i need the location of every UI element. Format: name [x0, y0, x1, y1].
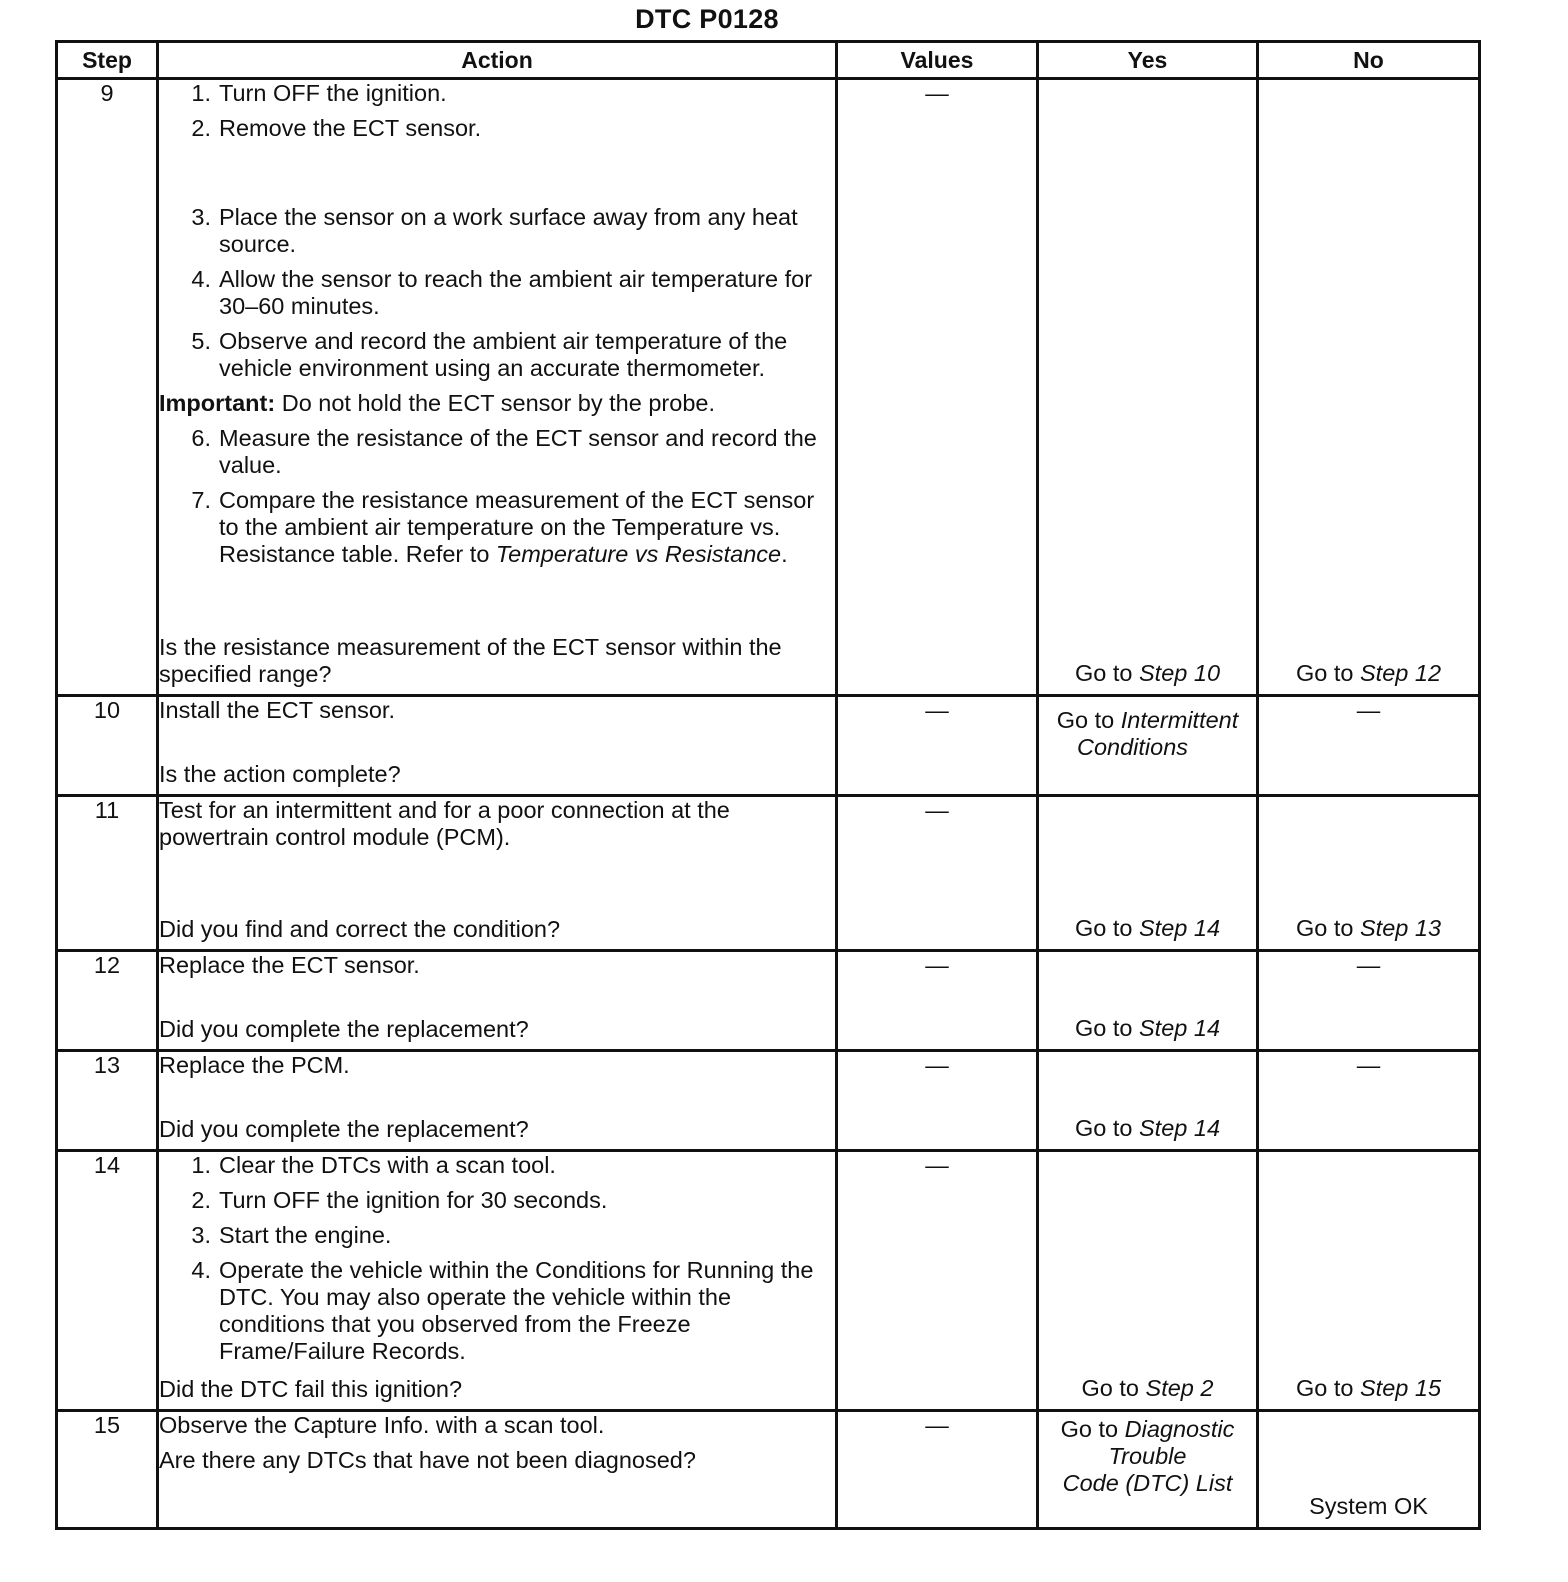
no-link[interactable]: Step 13	[1360, 915, 1442, 941]
action-cell	[158, 696, 837, 796]
no-cell	[1258, 1411, 1480, 1529]
action-cell	[158, 951, 837, 1051]
action-list	[159, 1152, 835, 1373]
reference-link[interactable]: Temperature vs Resistance	[495, 541, 782, 567]
question-text: Is the resistance measurement of the ECT sensor within the specified range?	[159, 634, 782, 687]
list-item: 6. Measure the resistance of the ECT sensor and record the value.	[191, 425, 817, 478]
action-text: Replace the ECT sensor.	[159, 952, 420, 978]
step-number: 14	[57, 1151, 158, 1411]
important-text: Do not hold the ECT sensor by the probe.	[275, 390, 715, 416]
list-item: 1. Turn OFF the ignition.	[191, 80, 447, 106]
dtc-table	[55, 40, 1481, 1530]
yes-link[interactable]: Step 14	[1139, 1115, 1221, 1141]
question-text: Are there any DTCs that have not been diagnosed?	[159, 1447, 696, 1473]
action-cell	[158, 1051, 837, 1151]
page-title: DTC P0128	[635, 4, 779, 34]
list-item: 1. Clear the DTCs with a scan tool.	[191, 1152, 556, 1178]
table-row-step-10	[57, 696, 1480, 796]
table-row-step-14	[57, 1151, 1480, 1411]
yes-link[interactable]: Step 2	[1145, 1375, 1214, 1401]
no-result: System OK	[1309, 1493, 1428, 1519]
values-cell: —	[837, 696, 1038, 796]
action-cell	[158, 1151, 837, 1411]
action-cell	[158, 79, 837, 696]
step-number: 15	[57, 1411, 158, 1529]
no-cell: —	[1258, 696, 1480, 796]
question-text: Did the DTC fail this ignition?	[159, 1376, 463, 1402]
action-text: Install the ECT sensor.	[159, 697, 395, 723]
yes-cell: Go to Diagnostic Trouble Code (DTC) List	[1038, 1411, 1258, 1529]
action-cell	[158, 796, 837, 951]
yes-cell: Go to Step 14	[1038, 1051, 1258, 1151]
table-row-step-9	[57, 79, 1480, 696]
action-text: Replace the PCM.	[159, 1052, 350, 1078]
header-step: Step	[57, 42, 158, 79]
yes-link[interactable]: Intermittent	[1120, 707, 1239, 733]
yes-link[interactable]: Step 14	[1139, 915, 1221, 941]
table-row-step-15	[57, 1411, 1480, 1529]
step-number: 11	[57, 796, 158, 951]
header-values: Values	[837, 42, 1038, 79]
values-cell: —	[837, 1411, 1038, 1529]
question-text: Did you complete the replacement?	[159, 1116, 529, 1142]
yes-cell: Go to Step 10	[1038, 79, 1258, 696]
step-number: 12	[57, 951, 158, 1051]
yes-link[interactable]: Step 10	[1139, 660, 1221, 686]
values-cell: —	[837, 951, 1038, 1051]
list-item: 2. Remove the ECT sensor.	[191, 115, 482, 141]
yes-link[interactable]: Step 14	[1139, 1015, 1221, 1041]
table-row-step-13	[57, 1051, 1480, 1151]
yes-link[interactable]: Conditions	[1076, 734, 1189, 760]
action-text: Observe the Capture Info. with a scan tool.	[159, 1412, 605, 1438]
yes-cell: Go to Step 2	[1038, 1151, 1258, 1411]
yes-cell: Go to Step 14	[1038, 796, 1258, 951]
header-row	[57, 42, 1480, 79]
table-row-step-12	[57, 951, 1480, 1051]
yes-cell: Go to Intermittent Conditions	[1038, 696, 1258, 796]
no-link[interactable]: Step 15	[1360, 1375, 1442, 1401]
list-item: 7. Compare the resistance measurement of the ECT sensor to the ambient air temperature on the Temperature vs. Resistance table. Refer to Temperature vs Resistance.	[191, 487, 815, 567]
question-text: Did you complete the replacement?	[159, 1016, 529, 1042]
header-yes: Yes	[1038, 42, 1258, 79]
table-row-step-11	[57, 796, 1480, 951]
no-cell: Go to Step 12	[1258, 79, 1480, 696]
values-cell: —	[837, 796, 1038, 951]
list-item: 4. Allow the sensor to reach the ambient air temperature for 30–60 minutes.	[191, 266, 813, 319]
header-action: Action	[158, 42, 837, 79]
no-cell: —	[1258, 951, 1480, 1051]
no-link[interactable]: Step 12	[1360, 660, 1442, 686]
values-cell: —	[837, 1151, 1038, 1411]
step-number: 13	[57, 1051, 158, 1151]
header-no: No	[1258, 42, 1480, 79]
action-list	[159, 80, 835, 390]
action-text: Test for an intermittent and for a poor connection at the powertrain control module (PCM).	[159, 797, 730, 850]
important-label: Important:	[159, 390, 276, 416]
no-cell: —	[1258, 1051, 1480, 1151]
question-text: Did you find and correct the condition?	[159, 916, 561, 942]
action-list	[159, 425, 835, 576]
list-item: 4. Operate the vehicle within the Conditions for Running the DTC. You may also operate the vehicle within the conditions that you observed from the Freeze Frame/Failure Records.	[191, 1257, 814, 1364]
action-cell	[158, 1411, 837, 1529]
yes-cell: Go to Step 14	[1038, 951, 1258, 1051]
step-number: 9	[57, 79, 158, 696]
no-cell: Go to Step 13	[1258, 796, 1480, 951]
yes-link[interactable]: Trouble	[1108, 1443, 1187, 1469]
question-text: Is the action complete?	[159, 761, 401, 787]
yes-link[interactable]: Diagnostic	[1124, 1416, 1235, 1442]
step-number: 10	[57, 696, 158, 796]
list-item: 3. Start the engine.	[191, 1222, 392, 1248]
important-note	[159, 390, 835, 417]
values-cell: —	[837, 79, 1038, 696]
list-item: 3. Place the sensor on a work surface away from any heat source.	[191, 204, 798, 257]
values-cell: —	[837, 1051, 1038, 1151]
yes-link[interactable]: Code (DTC) List	[1062, 1470, 1233, 1496]
list-item: 2. Turn OFF the ignition for 30 seconds.	[191, 1187, 608, 1213]
no-cell: Go to Step 15	[1258, 1151, 1480, 1411]
list-item: 5. Observe and record the ambient air temperature of the vehicle environment using an accurate thermometer.	[191, 328, 788, 381]
